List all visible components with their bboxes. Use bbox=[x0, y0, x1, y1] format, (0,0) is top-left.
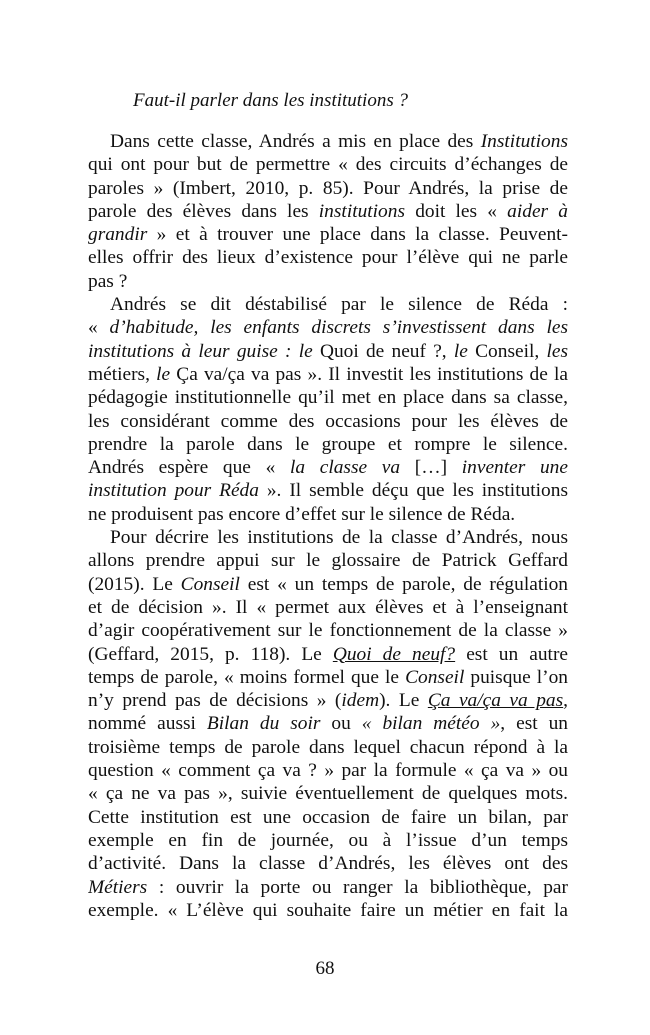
italic-text: institutions bbox=[318, 200, 405, 222]
italic-text: Quoi de neuf? bbox=[332, 643, 456, 665]
text-line bbox=[88, 456, 568, 479]
text-segment: « ça ne va pas », suivie éventuellement de quelques mots. bbox=[88, 783, 568, 805]
italic-text: la classe va bbox=[289, 457, 401, 479]
text-line bbox=[88, 293, 568, 316]
text-segment: (2015). Le bbox=[88, 573, 181, 595]
text-line bbox=[88, 806, 568, 829]
text-segment: nommé aussi bbox=[88, 713, 207, 735]
page-number: 68 bbox=[315, 958, 335, 979]
text-line bbox=[88, 876, 568, 899]
text-segment: pas ? bbox=[88, 270, 128, 292]
text-segment: : ouvrir la porte ou ranger la bibliothèque, par bbox=[147, 876, 568, 898]
text-line bbox=[88, 736, 568, 759]
text-segment: ). Le bbox=[379, 690, 428, 712]
text-segment: Quoi de neuf ?, bbox=[312, 340, 454, 362]
italic-text: idem bbox=[341, 690, 380, 712]
text-segment: et de décision ». Il « permet aux élèves et à l’enseignant bbox=[88, 596, 568, 618]
text-segment: puisque l’on bbox=[464, 666, 568, 688]
text-segment: question « comment ça va ? » par la formule « ça va » ou bbox=[88, 760, 568, 782]
text-segment: doit les « bbox=[405, 200, 508, 222]
text-segment: Cette institution est une occasion de faire un bilan, par bbox=[88, 806, 568, 828]
italic-text: inventer une bbox=[461, 457, 568, 479]
text-line bbox=[88, 782, 568, 805]
text-line bbox=[88, 246, 568, 269]
text-line bbox=[88, 899, 568, 922]
text-segment: ne produisent pas encore d’effet sur le silence de Réda. bbox=[88, 503, 516, 525]
italic-text: « bilan météo » bbox=[361, 713, 501, 735]
italic-text: le bbox=[453, 340, 468, 362]
text-segment: pédagogie institutionnelle qu’il met en place dans sa classe, bbox=[88, 387, 568, 409]
text-segment: Pour décrire les institutions de la classe d’Andrés, nous bbox=[110, 527, 568, 549]
italic-text: Conseil bbox=[180, 573, 240, 595]
body-text bbox=[88, 130, 568, 922]
text-segment: Andrés se dit déstabilisé par le silence de Réda : bbox=[110, 294, 568, 316]
text-segment: Dans cette classe, Andrés a mis en place des bbox=[110, 131, 481, 152]
text-line bbox=[88, 689, 568, 712]
italic-text: institutions à leur guise : le bbox=[88, 340, 313, 362]
text-line bbox=[88, 829, 568, 852]
text-line bbox=[88, 549, 568, 572]
text-segment: troisième temps de parole dans lequel chacun répond à la bbox=[88, 736, 568, 758]
text-line bbox=[88, 619, 568, 642]
text-line bbox=[88, 573, 568, 596]
italic-text: les bbox=[546, 340, 568, 362]
text-segment: temps de parole, « moins formel que le bbox=[88, 666, 406, 688]
text-segment: ». Il semble déçu que les institutions bbox=[258, 480, 568, 502]
text-line bbox=[88, 666, 568, 689]
text-segment: allons prendre appui sur le glossaire de Patrick Geffard bbox=[88, 550, 568, 572]
text-segment: prendre la parole dans le groupe et rompre le silence. bbox=[88, 433, 568, 455]
text-segment: Ça va/ça va pas ». Il investit les institutions de la bbox=[170, 363, 568, 385]
text-line bbox=[88, 130, 568, 153]
text-line bbox=[88, 433, 568, 456]
text-line bbox=[88, 712, 568, 735]
italic-text: Métiers bbox=[88, 876, 148, 898]
italic-text: le bbox=[156, 363, 171, 385]
text-segment: paroles » (Imbert, 2010, p. 85). Pour Andrés, la prise de bbox=[88, 177, 568, 199]
text-segment: (Geffard, 2015, p. 118). Le bbox=[88, 643, 333, 665]
italic-text: Ça va/ça va pas bbox=[427, 690, 564, 712]
italic-text: aider à bbox=[507, 200, 568, 222]
text-segment: d’activité. Dans la classe d’Andrés, les élèves ont des bbox=[88, 853, 568, 875]
text-segment: métiers, bbox=[88, 363, 157, 385]
text-segment: […] bbox=[400, 457, 462, 479]
text-segment: , est un bbox=[500, 713, 568, 735]
text-segment: Andrés espère que « bbox=[88, 457, 290, 479]
text-segment: parole des élèves dans les bbox=[88, 200, 319, 222]
text-line bbox=[88, 177, 568, 200]
italic-text: Bilan du soir bbox=[206, 713, 321, 735]
text-segment: qui ont pour but de permettre « des circuits d’échanges de bbox=[88, 154, 568, 176]
text-segment: n’y prend pas de décisions » ( bbox=[88, 690, 342, 712]
text-line bbox=[88, 316, 568, 339]
text-line bbox=[88, 479, 568, 502]
text-segment: est « un temps de parole, de régulation bbox=[239, 573, 568, 595]
text-segment: d’agir coopérativement sur le fonctionnement de la classe » bbox=[88, 620, 568, 642]
text-line bbox=[88, 270, 568, 293]
text-segment: » et à trouver une place dans la classe. Peuvent- bbox=[147, 224, 568, 246]
text-line bbox=[88, 153, 568, 176]
text-segment: , bbox=[563, 690, 568, 712]
text-line bbox=[88, 223, 568, 246]
text-line bbox=[88, 643, 568, 666]
text-line bbox=[88, 340, 568, 363]
text-segment: elles offrir des lieux d’existence pour l’élève qui ne parle bbox=[88, 247, 568, 269]
text-line bbox=[88, 503, 568, 526]
text-line bbox=[88, 759, 568, 782]
italic-text: Institutions bbox=[480, 131, 568, 152]
italic-text: institution pour Réda bbox=[88, 480, 259, 502]
text-line bbox=[88, 410, 568, 433]
text-line bbox=[88, 526, 568, 549]
italic-text: d’habitude, les enfants discrets s’investissent dans les bbox=[109, 317, 568, 339]
text-line bbox=[88, 852, 568, 875]
text-segment: est un autre bbox=[455, 643, 568, 665]
text-line bbox=[88, 386, 568, 409]
text-segment: Conseil, bbox=[467, 340, 547, 362]
italic-text: Conseil bbox=[405, 666, 465, 688]
text-line bbox=[88, 596, 568, 619]
section-heading: Faut-il parler dans les institutions ? bbox=[133, 90, 408, 111]
text-segment: les considérant comme des occasions pour les élèves de bbox=[88, 410, 568, 432]
italic-text: grandir bbox=[88, 224, 148, 246]
text-segment: « bbox=[88, 317, 110, 339]
text-line bbox=[88, 363, 568, 386]
text-segment: exemple. « L’élève qui souhaite faire un métier en fait la bbox=[88, 899, 568, 921]
text-line bbox=[88, 200, 568, 223]
text-segment: ou bbox=[320, 713, 362, 735]
text-segment: exemple en fin de journée, ou à l’issue d’un temps bbox=[88, 829, 568, 851]
